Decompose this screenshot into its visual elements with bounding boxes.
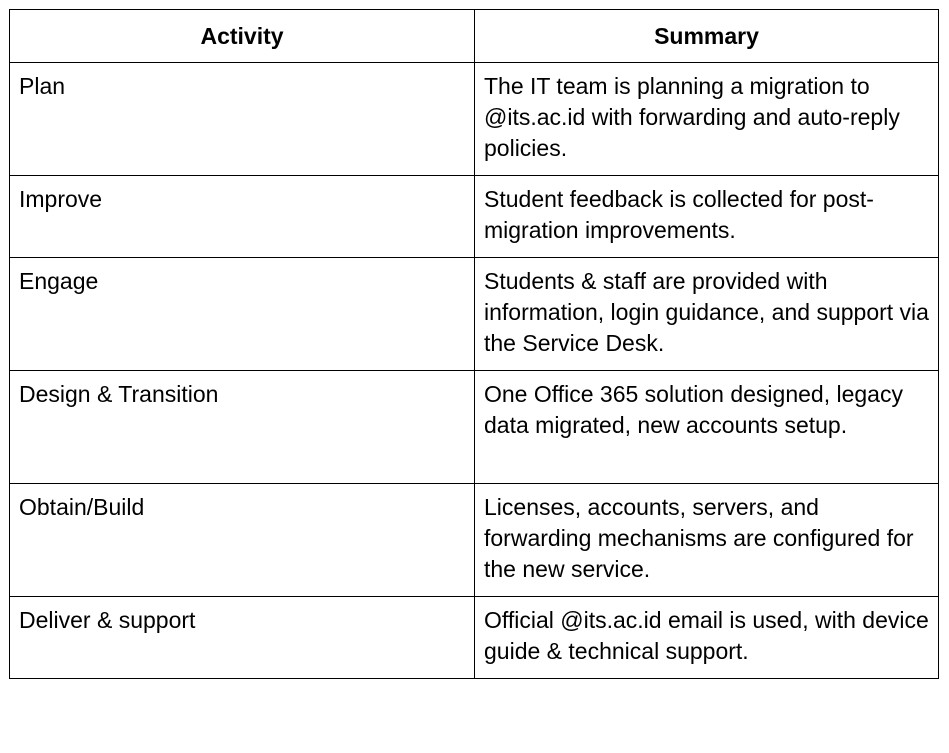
table-row — [10, 176, 939, 258]
column-header-summary: Summary — [475, 10, 939, 63]
table-row — [10, 371, 939, 484]
table-row — [10, 258, 939, 371]
summary-cell: The IT team is planning a migration to @its.ac.id with forwarding and auto-reply policies. — [475, 63, 939, 176]
activity-cell: Obtain/Build — [10, 484, 475, 597]
activity-cell: Engage — [10, 258, 475, 371]
activity-cell: Design & Transition — [10, 371, 475, 484]
activity-cell: Plan — [10, 63, 475, 176]
column-header-activity: Activity — [10, 10, 475, 63]
summary-cell: Student feedback is collected for post-migration improvements. — [475, 176, 939, 258]
table-header-row — [10, 10, 939, 63]
activity-cell: Improve — [10, 176, 475, 258]
activity-summary-table — [9, 9, 939, 679]
table-row — [10, 63, 939, 176]
table-row — [10, 484, 939, 597]
summary-cell: One Office 365 solution designed, legacy data migrated, new accounts setup. — [475, 371, 939, 484]
summary-cell: Students & staff are provided with information, login guidance, and support via the Service Desk. — [475, 258, 939, 371]
summary-cell: Official @its.ac.id email is used, with device guide & technical support. — [475, 597, 939, 679]
activity-cell: Deliver & support — [10, 597, 475, 679]
summary-cell: Licenses, accounts, servers, and forwarding mechanisms are configured for the new service. — [475, 484, 939, 597]
table-row — [10, 597, 939, 679]
